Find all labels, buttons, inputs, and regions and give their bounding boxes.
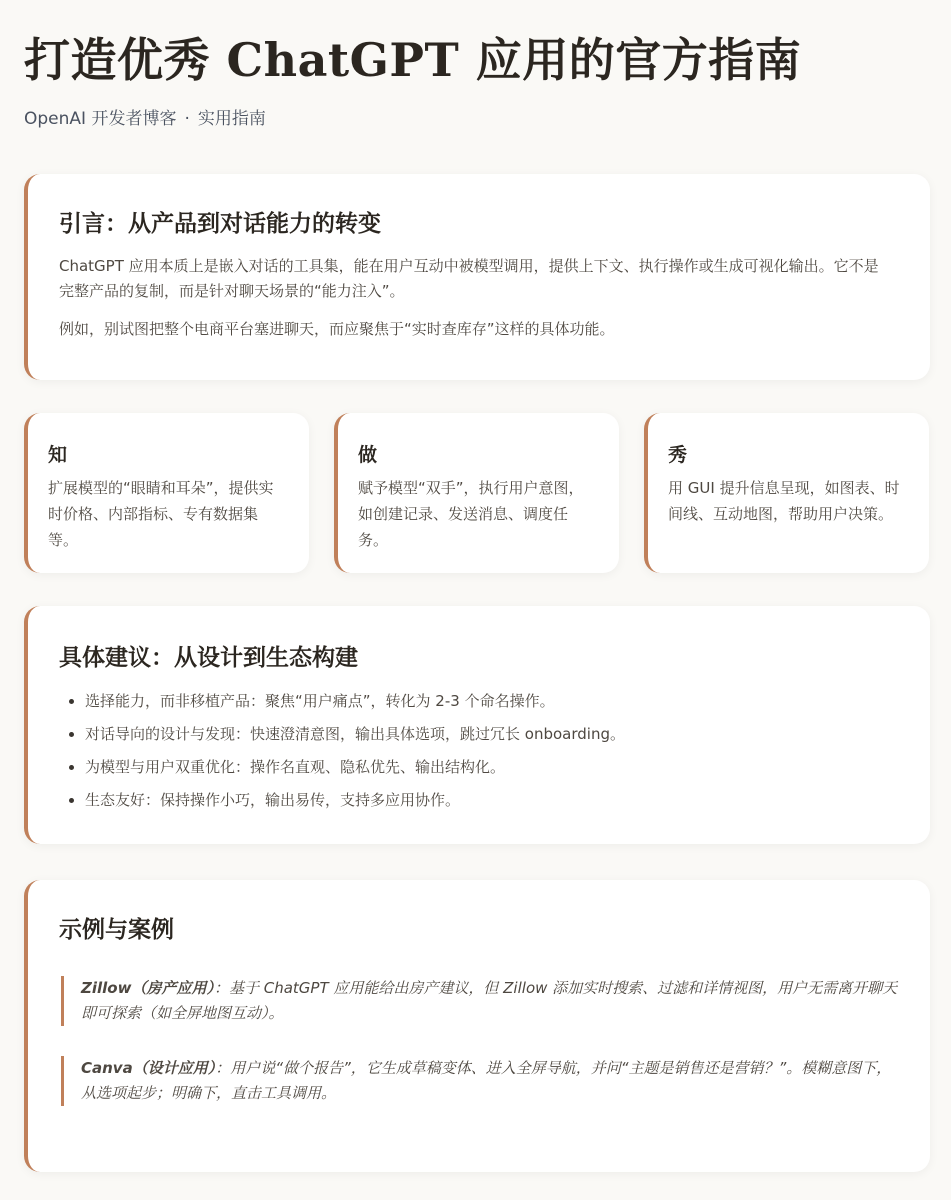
case-text: ：用户说“做个报告”，它生成草稿变体、进入全屏导航，并问“主题是销售还是营销？”。模糊意图下，从选项起步；明确下，直击工具调用。 xyxy=(81,1059,892,1102)
cases-heading: 示例与案例 xyxy=(59,916,174,943)
list-item: 选择能力，而非移植产品：聚焦“用户痛点”，转化为 2-3 个命名操作。 xyxy=(59,690,900,712)
page-title: 打造优秀 ChatGPT 应用的官方指南 xyxy=(24,33,802,87)
source-label: OpenAI 开发者博客 xyxy=(24,109,177,129)
feature-text: 用 GUI 提升信息呈现，如图表、时间线、互动地图，帮助用户决策。 xyxy=(668,479,900,523)
feature-title: 知 xyxy=(48,444,68,466)
separator: · xyxy=(184,109,190,129)
case-name: Zillow（房产应用） xyxy=(81,979,214,997)
cases-card xyxy=(24,880,930,1172)
intro-paragraph: ChatGPT 应用本质上是嵌入对话的工具集，能在用户互动中被模型调用，提供上下文、执行操作或生成可视化输出。它不是完整产品的复制，而是针对聊天场景的“能力注入”。 xyxy=(59,257,879,300)
subtitle xyxy=(24,106,266,132)
case-text: ：基于 ChatGPT 应用能给出房产建议，但 Zillow 添加实时搜索、过滤和详情视图，用户无需离开聊天即可探索（如全屏地图互动）。 xyxy=(81,979,898,1022)
case-name: Canva（设计应用） xyxy=(81,1059,216,1077)
feature-card-show xyxy=(644,413,929,573)
intro-card xyxy=(24,174,930,380)
feature-card-do xyxy=(334,413,619,573)
advice-card xyxy=(24,606,930,844)
feature-title: 做 xyxy=(358,444,378,466)
intro-paragraph: 例如，别试图把整个电商平台塞进聊天，而应聚焦于“实时查库存”这样的具体功能。 xyxy=(59,320,615,338)
category-label: 实用指南 xyxy=(197,109,266,129)
feature-text: 扩展模型的“眼睛和耳朵”，提供实时价格、内部指标、专有数据集等。 xyxy=(48,479,274,549)
feature-title: 秀 xyxy=(668,444,688,466)
case-quote-zillow xyxy=(61,976,900,1026)
case-quote-canva xyxy=(61,1056,900,1106)
list-item: 生态友好：保持操作小巧，输出易传，支持多应用协作。 xyxy=(59,789,900,811)
list-item: 为模型与用户双重优化：操作名直观、隐私优先、输出结构化。 xyxy=(59,756,900,778)
advice-list xyxy=(59,690,900,811)
list-item: 对话导向的设计与发现：快速澄清意图，输出具体选项，跳过冗长 onboarding。 xyxy=(59,723,900,745)
feature-card-know xyxy=(24,413,309,573)
intro-heading: 引言：从产品到对话能力的转变 xyxy=(59,210,381,237)
feature-text: 赋予模型“双手”，执行用户意图，如创建记录、发送消息、调度任务。 xyxy=(358,479,584,549)
advice-heading: 具体建议：从设计到生态构建 xyxy=(59,644,358,671)
